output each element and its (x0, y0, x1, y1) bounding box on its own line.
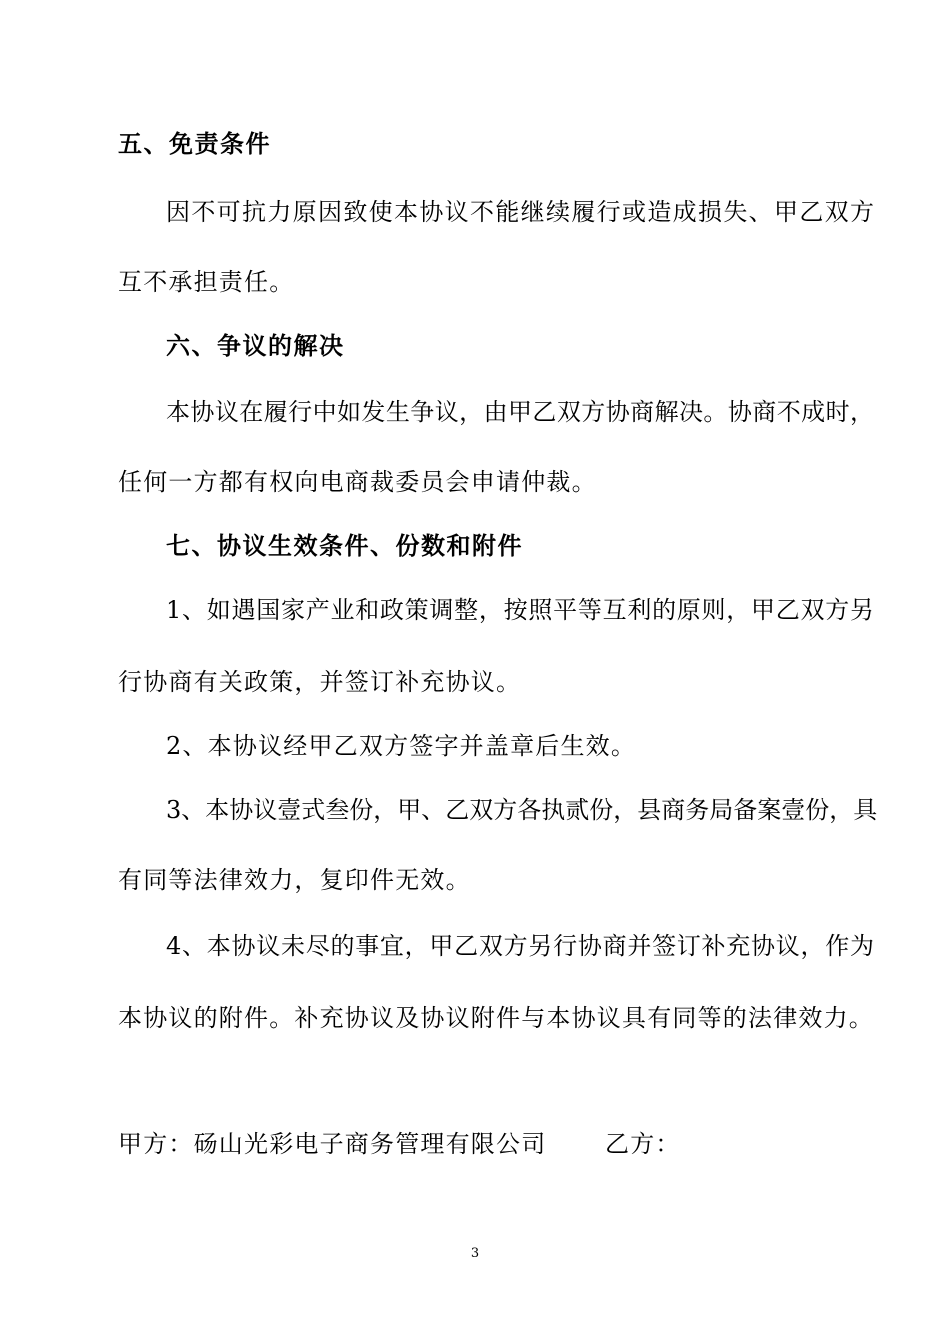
party-a-signature: 甲方：砀山光彩电子商务管理有限公司 (118, 1130, 547, 1158)
page-number: 3 (470, 1246, 480, 1261)
section-6-paragraph-line-1: 本协议在履行中如发生争议，由甲乙双方协商解决。协商不成时， (166, 398, 874, 426)
section-5-paragraph-line-2: 互不承担责任。 (118, 268, 295, 296)
party-b-signature: 乙方： (605, 1130, 681, 1158)
section-7-item-4-line-2: 本协议的附件。补充协议及协议附件与本协议具有同等的法律效力。 (118, 1004, 874, 1032)
section-7-item-2: 2、本协议经甲乙双方签字并盖章后生效。 (166, 732, 637, 760)
section-5-paragraph-line-1: 因不可抗力原因致使本协议不能继续履行或造成损失、甲乙双方 (166, 198, 874, 226)
section-7-item-3-line-1: 3、本协议壹式叁份，甲、乙双方各执贰份，县商务局备案壹份，具 (166, 796, 878, 824)
section-7-heading: 七、协议生效条件、份数和附件 (166, 531, 523, 560)
section-5-heading: 五、免责条件 (118, 129, 271, 158)
section-7-item-1-line-1: 1、如遇国家产业和政策调整，按照平等互利的原则，甲乙双方另 (166, 596, 874, 624)
section-7-item-4-line-1: 4、本协议未尽的事宜，甲乙双方另行协商并签订补充协议，作为 (166, 932, 874, 960)
section-7-item-3-line-2: 有同等法律效力，复印件无效。 (118, 866, 471, 894)
section-7-item-1-line-2: 行协商有关政策，并签订补充协议。 (118, 668, 522, 696)
section-6-paragraph-line-2: 任何一方都有权向电商裁委员会申请仲裁。 (118, 468, 597, 496)
section-6-heading: 六、争议的解决 (166, 331, 345, 360)
